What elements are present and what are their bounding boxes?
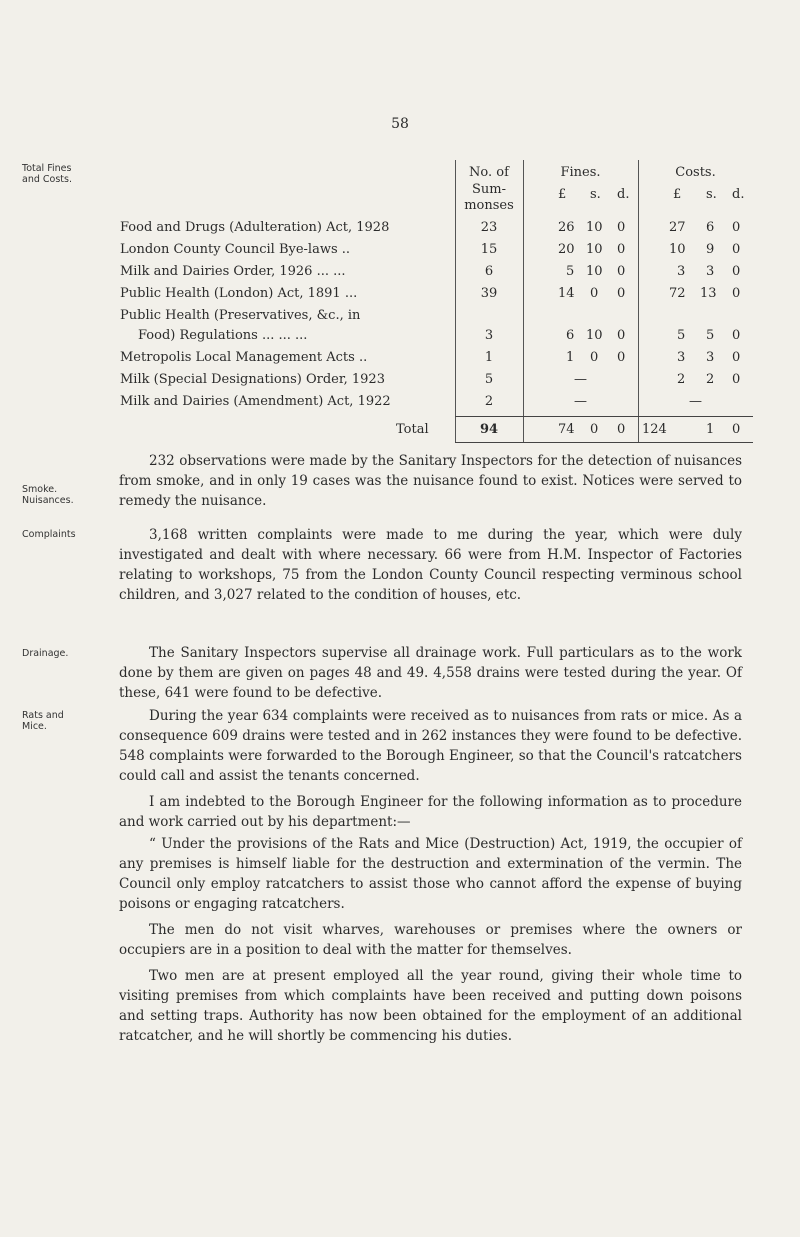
- table-row: [120, 242, 750, 262]
- row-label: London County Council Bye-laws ..: [120, 242, 351, 257]
- cell-costs-pence: 0: [732, 286, 741, 301]
- cell-fines-pounds: 26: [558, 220, 575, 235]
- cell-fines-pence: 0: [617, 242, 626, 257]
- paragraph-text: The Sanitary Inspectors supervise all drainage work. Full particulars as to the work done by them are given on pages 48 and 49. 4,558 drains were tested during the year. Of these, 641 were found to be defective.: [119, 645, 742, 701]
- cell-costs-shillings: 5: [706, 328, 715, 343]
- cell-costs-shillings: 3: [706, 264, 715, 279]
- cell-costs-pence: 0: [732, 372, 741, 387]
- total-costs-pence: 0: [732, 422, 741, 437]
- margin-note-line: Drainage.: [22, 648, 69, 659]
- row-label-continued: Food) Regulations ... ... ...: [138, 328, 308, 343]
- cell-fines-pence: 0: [617, 286, 626, 301]
- cell-costs-pounds: 27: [669, 220, 686, 235]
- cell-summonses: 23: [480, 220, 498, 235]
- table-row: [120, 350, 750, 370]
- cell-summonses: 39: [480, 286, 498, 301]
- row-label: Food and Drugs (Adulteration) Act, 1928: [120, 220, 390, 235]
- row-label: Milk and Dairies Order, 1926 ... ...: [120, 264, 346, 279]
- margin-note-drainage: [22, 648, 68, 659]
- header-units-row: [120, 187, 750, 207]
- paragraph-text: The men do not visit wharves, warehouses or premises where the owners or occupiers are in a position to deal with the matter for themselves.: [119, 922, 742, 958]
- table-row: [120, 220, 750, 240]
- cell-fines-shillings: 10: [586, 242, 603, 257]
- header-line: No. of: [469, 165, 509, 180]
- margin-note-line: and Costs.: [22, 174, 72, 185]
- header-line: monses: [464, 198, 514, 213]
- cell-summonses: 6: [484, 264, 494, 279]
- total-costs-shillings: 1: [706, 422, 715, 437]
- margin-note-rats: [22, 710, 64, 732]
- cell-summonses: 3: [484, 328, 494, 343]
- total-label: Total: [396, 422, 429, 437]
- total-fines-pounds: 74: [558, 422, 575, 437]
- cell-summonses: 5: [484, 372, 494, 387]
- cell-fines-shillings: 0: [590, 350, 599, 365]
- header-fines: Fines.: [560, 165, 601, 180]
- cell-costs-shillings: 13: [700, 286, 717, 301]
- cell-fines-pounds: 6: [566, 328, 575, 343]
- cell-costs-pence: 0: [732, 220, 741, 235]
- row-label: Metropolis Local Management Acts ..: [120, 350, 368, 365]
- cell-fines-pence: 0: [617, 264, 626, 279]
- total-costs-pounds: 124: [642, 422, 667, 437]
- margin-note-line: Complaints: [22, 529, 76, 540]
- cell-fines-shillings: 10: [586, 264, 603, 279]
- complaints-paragraph: [119, 525, 742, 605]
- unit-shillings: s.: [706, 187, 717, 202]
- margin-note-smoke: [22, 484, 74, 506]
- margin-note-line: Smoke.: [22, 484, 58, 495]
- cell-fines-pence: 0: [617, 328, 626, 343]
- cell-costs-pounds: 10: [669, 242, 686, 257]
- cell-fines-shillings: 0: [590, 286, 599, 301]
- cell-summonses: 15: [480, 242, 498, 257]
- row-label: Milk (Special Designations) Order, 1923: [120, 372, 385, 387]
- unit-pence: d.: [617, 187, 630, 202]
- margin-note-line: Nuisances.: [22, 495, 74, 506]
- total-row: [120, 422, 750, 442]
- table-row: [120, 372, 750, 392]
- cell-fines-pounds: 14: [558, 286, 575, 301]
- cell-fines-pounds: 20: [558, 242, 575, 257]
- unit-shillings: s.: [590, 187, 601, 202]
- cell-fines-pounds: 1: [566, 350, 575, 365]
- row-label: Public Health (London) Act, 1891 ...: [120, 286, 358, 301]
- cell-costs-pounds: 2: [677, 372, 686, 387]
- header-line: Sum-: [472, 182, 506, 197]
- cell-costs-pence: 0: [732, 264, 741, 279]
- margin-note-line: Rats and: [22, 710, 64, 721]
- cell-costs-pounds: 5: [677, 328, 686, 343]
- cell-costs-pence: 0: [732, 350, 741, 365]
- paragraph-text: I am indebted to the Borough Engineer for the following information as to procedure and work carried out by his department:—: [119, 794, 742, 830]
- total-rule-top: [455, 416, 753, 417]
- row-label: Milk and Dairies (Amendment) Act, 1922: [120, 394, 391, 409]
- cell-fines-pence: 0: [617, 220, 626, 235]
- margin-note-complaints: [22, 529, 76, 540]
- paragraph-text: “ Under the provisions of the Rats and Mice (Destruction) Act, 1919, the occupier of any premises is himself liable for the destruction and extermination of the vermin. The Council only employ ratcatchers to assist those who cannot afford the expense of buying poisons or engaging ratcatchers.: [119, 836, 742, 912]
- cell-summonses: 2: [484, 394, 494, 409]
- cell-fines-dash: —: [574, 372, 587, 387]
- cell-costs-pounds: 72: [669, 286, 686, 301]
- cell-costs-shillings: 3: [706, 350, 715, 365]
- table-row: [120, 264, 750, 284]
- cell-fines-shillings: 10: [586, 220, 603, 235]
- cell-costs-pounds: 3: [677, 264, 686, 279]
- drainage-paragraph: [119, 643, 742, 703]
- cell-fines-pence: 0: [617, 350, 626, 365]
- paragraph-text: 232 observations were made by the Sanitary Inspectors for the detection of nuisances from smoke, and in only 19 cases was the nuisance found to exist. Notices were served to remedy the nuisance.: [119, 453, 742, 509]
- cell-costs-pence: 0: [732, 242, 741, 257]
- cell-costs-shillings: 9: [706, 242, 715, 257]
- cell-fines-pounds: 5: [566, 264, 575, 279]
- rats-paragraph: [119, 706, 742, 1046]
- total-summonses: 94: [479, 422, 499, 437]
- table-row: [120, 308, 750, 348]
- unit-pounds: £: [673, 187, 682, 202]
- cell-costs-shillings: 2: [706, 372, 715, 387]
- margin-note-line: Total Fines: [22, 163, 72, 174]
- smoke-paragraph: [119, 451, 742, 511]
- total-fines-shillings: 0: [590, 422, 599, 437]
- paragraph-text: Two men are at present employed all the year round, giving their whole time to visiting premises from which complaints have been received and putting down poisons and setting traps. Authority has now been obtained for the employment of an additional ratcatcher, and he will shortly be commencing his duties.: [119, 968, 742, 1044]
- table-row: [120, 286, 750, 306]
- margin-note-fines-costs: [22, 163, 72, 185]
- margin-note-line: Mice.: [22, 721, 47, 732]
- table-row: [120, 394, 750, 414]
- cell-summonses: 1: [484, 350, 494, 365]
- total-fines-pence: 0: [617, 422, 626, 437]
- cell-fines-dash: —: [574, 394, 587, 409]
- row-label: Public Health (Preservatives, &c., in: [120, 308, 361, 323]
- header-costs: Costs.: [675, 165, 716, 180]
- unit-pounds: £: [558, 187, 567, 202]
- paragraph-text: 3,168 written complaints were made to me during the year, which were duly investigated and dealt with where necessary. 66 were from H.M. Inspector of Factories relating to workshops, 75 from the London County Council respecting verminous school children, and 3,027 related to the condition of houses, etc.: [119, 527, 742, 603]
- paragraph-text: During the year 634 complaints were received as to nuisances from rats or mice. As a consequence 609 drains were tested and in 262 instances they were found to be defective. 548 complaints were forwarded to the Borough Engineer, so that the Council's ratcatchers could call and assist the tenants concerned.: [119, 708, 742, 784]
- cell-costs-pence: 0: [732, 328, 741, 343]
- page-number: 58: [391, 116, 409, 132]
- cell-costs-dash: —: [689, 394, 702, 409]
- total-rule-bottom: [455, 442, 753, 443]
- cell-costs-pounds: 3: [677, 350, 686, 365]
- unit-pence: d.: [732, 187, 745, 202]
- cell-fines-shillings: 10: [586, 328, 603, 343]
- cell-costs-shillings: 6: [706, 220, 715, 235]
